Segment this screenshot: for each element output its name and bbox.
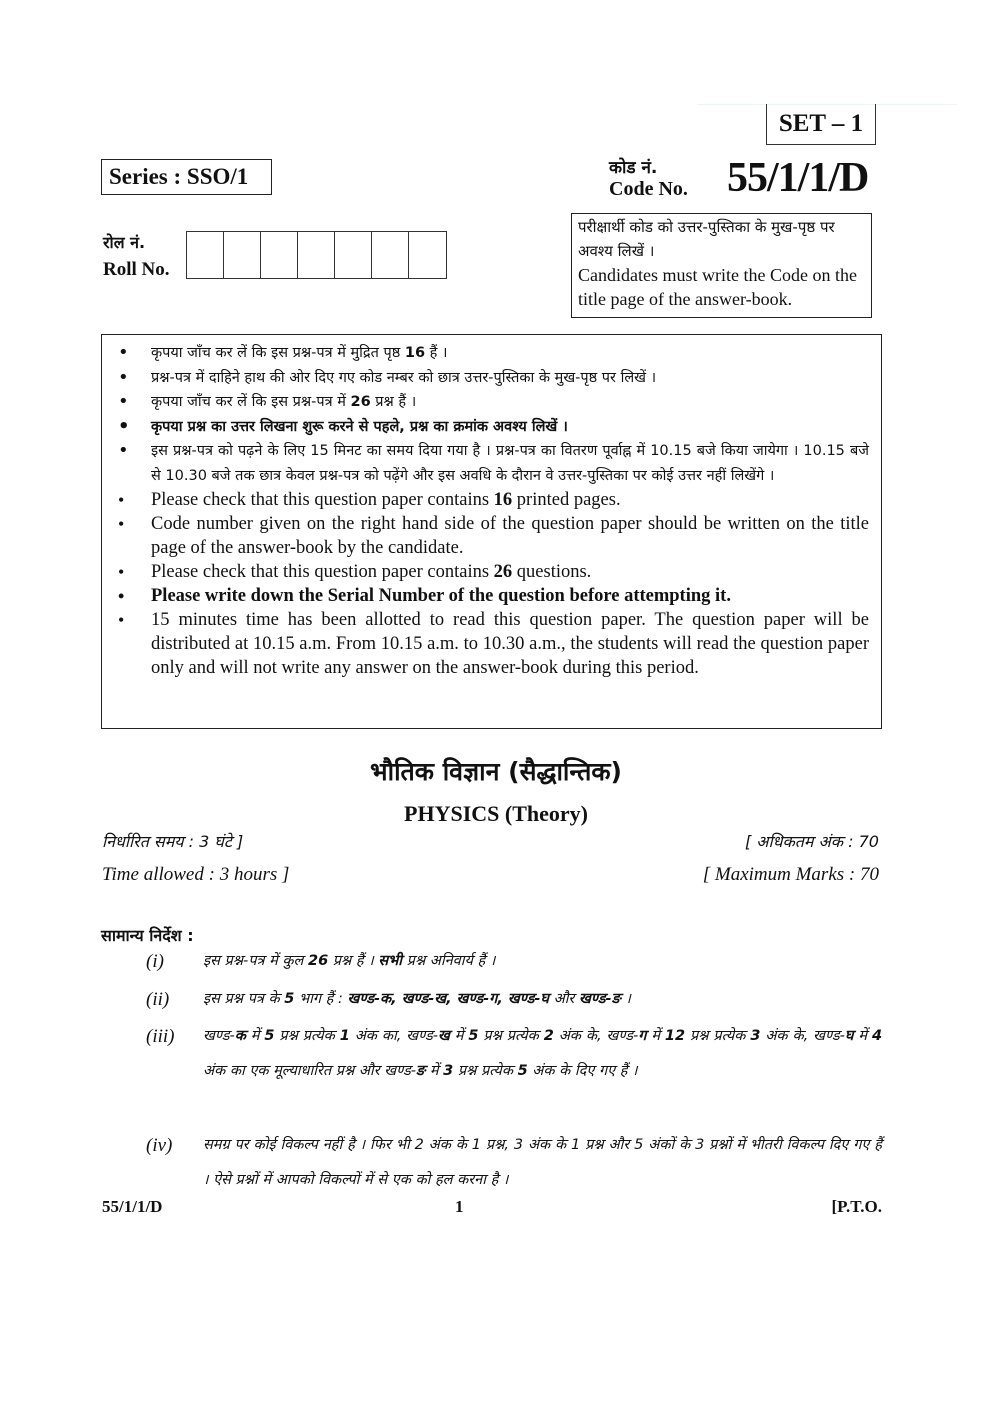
- roll-number-cell[interactable]: [224, 232, 261, 278]
- bullet-icon: •: [118, 610, 125, 630]
- bullet-icon: •: [118, 514, 125, 534]
- max-marks-english: [ Maximum Marks : 70: [702, 864, 879, 885]
- instruction-item: • कृपया प्रश्न का उत्तर लिखना शुरू करने से पहले, प्रश्न का क्रमांक अवश्य लिखें ।: [116, 415, 869, 440]
- bullet-icon: •: [118, 490, 125, 510]
- please-turn-over: [P.T.O.: [831, 1197, 882, 1216]
- subject-title-hindi: भौतिक विज्ञान (सैद्धान्तिक): [370, 757, 622, 786]
- roll-number-cell[interactable]: [372, 232, 409, 278]
- instruction-item: • कृपया जाँच कर लें कि इस प्रश्न-पत्र में 26 प्रश्न हैं ।: [116, 390, 869, 415]
- candidate-note-box: [571, 213, 872, 318]
- bullet-icon: •: [118, 342, 129, 363]
- instruction-item: • Code number given on the right hand side of the question paper should be written on the title page of the answer-book by the candidate.: [118, 514, 869, 558]
- time-allowed-english: Time allowed : 3 hours ]: [102, 864, 290, 885]
- roll-number-cell[interactable]: [261, 232, 298, 278]
- roll-number-cell[interactable]: [187, 232, 224, 278]
- item-text: खण्ड-क में 5 प्रश्न प्रत्येक 1 अंक का, खण्ड-ख में 5 प्रश्न प्रत्येक 2 अंक के, खण्ड-ग में 12 प्रश्न प्रत्येक 3 अंक के, खण्ड-घ में 4 अंक का एक मूल्याधारित प्रश्न और खण्ड-ङ में 3 प्रश्न प्रत्येक 5 अंक के दिए गए हैं ।: [203, 1028, 883, 1079]
- roll-label-english: Roll No.: [103, 259, 170, 280]
- max-marks-hindi: [ अधिकतम अंक : 70: [744, 832, 879, 851]
- candidate-note-english: Candidates must write the Code on the title page of the answer-book.: [578, 265, 857, 309]
- page-number: 1: [455, 1197, 464, 1216]
- candidate-note-hindi: परीक्षार्थी कोड को उत्तर-पुस्तिका के मुख-पृष्ठ पर अवश्य लिखें ।: [578, 218, 835, 260]
- roll-number-cell[interactable]: [335, 232, 372, 278]
- instruction-item: • Please check that this question paper contains 16 printed pages.: [118, 490, 621, 510]
- roll-label-hindi: रोल नं.: [103, 233, 146, 252]
- bullet-icon: •: [118, 440, 129, 461]
- subject-title-english: PHYSICS (Theory): [404, 801, 588, 826]
- instruction-item: • इस प्रश्न-पत्र को पढ़ने के लिए 15 मिनट का समय दिया गया है । प्रश्न-पत्र का वितरण पूर्वाह्न में 10.15 बजे किया जायेगा । 10.15 बजे से 10.30 बजे तक छात्र केवल प्रश्न-पत्र को पढ़ेंगे और इस अवधि के दौरान वे उत्तर-पुस्तिका पर कोई उत्तर नहीं लिखेंगे ।: [118, 440, 869, 484]
- item-text: समग्र पर कोई विकल्प नहीं है । फिर भी 2 अंक के 1 प्रश्न, 3 अंक के 1 प्रश्न और 5 अंकों के 3 प्रश्नों में भीतरी विकल्प दिए गए हैं । ऐसे प्रश्नों में आपको विकल्पों में से एक को हल करना है ।: [203, 1137, 882, 1188]
- instruction-item: • Please check that this question paper contains 26 questions.: [118, 562, 592, 582]
- bullet-icon: •: [118, 586, 125, 606]
- general-instructions-heading: सामान्य निर्देश :: [101, 926, 194, 945]
- instructions-box: [101, 334, 882, 729]
- time-allowed-hindi: निर्धारित समय : 3 घंटे ]: [102, 832, 244, 851]
- general-instruction-item: [146, 944, 882, 979]
- general-instruction-item: [146, 1128, 882, 1198]
- code-label-english: Code No.: [609, 178, 688, 200]
- item-text: इस प्रश्न-पत्र में कुल 26 प्रश्न हैं । सभी प्रश्न अनिवार्य हैं ।: [203, 953, 496, 969]
- general-instruction-item: [146, 1019, 882, 1089]
- instruction-item: • 15 minutes time has been allotted to read this question paper. The question paper will be distributed at 10.15 a.m. From 10.15 a.m. to 10.30 a.m., the students will read the question paper only and will not write any answer on the answer-book during this period.: [118, 610, 869, 678]
- bullet-icon: •: [118, 562, 125, 582]
- bullet-icon: •: [118, 415, 130, 437]
- item-number: (ii): [146, 989, 170, 1010]
- item-number: (iii): [146, 1026, 175, 1047]
- code-number: 55/1/1/D: [727, 155, 869, 201]
- item-number: (iv): [146, 1135, 173, 1156]
- bullet-icon: •: [118, 391, 129, 412]
- footer-code: 55/1/1/D: [102, 1197, 163, 1216]
- code-label-hindi: कोड नं.: [609, 158, 658, 178]
- roll-number-grid[interactable]: [186, 231, 447, 279]
- instruction-item: • प्रश्न-पत्र में दाहिने हाथ की ओर दिए गए कोड नम्बर को छात्र उत्तर-पुस्तिका के मुख-पृष्ठ पर लिखें ।: [116, 366, 869, 391]
- item-text: इस प्रश्न पत्र के 5 भाग हैं : खण्ड-क, खण्ड-ख, खण्ड-ग, खण्ड-घ और खण्ड-ङ ।: [203, 991, 631, 1007]
- instruction-item: • कृपया जाँच कर लें कि इस प्रश्न-पत्र में मुद्रित पृष्ठ 16 हैं ।: [116, 341, 869, 366]
- series-label: Series : SSO/1: [101, 159, 272, 195]
- bullet-icon: •: [118, 366, 129, 388]
- roll-number-cell[interactable]: [298, 232, 335, 278]
- set-label: SET – 1: [766, 104, 876, 145]
- general-instruction-item: [146, 982, 882, 1017]
- instructions-list: [116, 341, 869, 680]
- roll-number-cell[interactable]: [409, 232, 446, 278]
- instruction-item: • Please write down the Serial Number of the question before attempting it.: [118, 586, 731, 606]
- item-number: (i): [146, 951, 164, 972]
